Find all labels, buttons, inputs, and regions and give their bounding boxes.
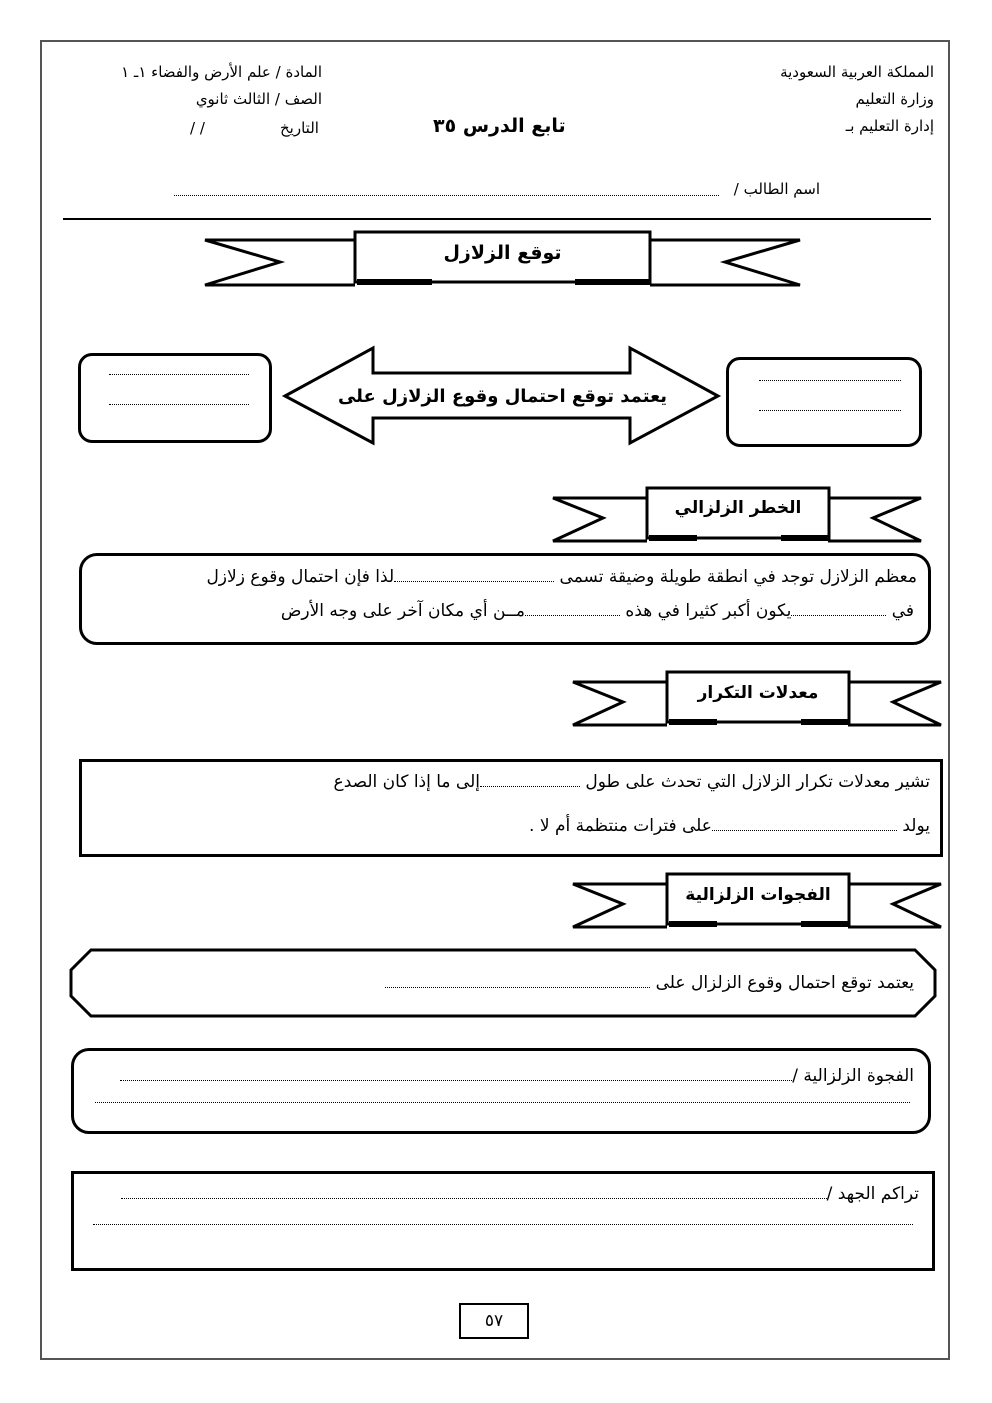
kingdom-text: المملكة العربية السعودية	[780, 63, 934, 81]
right-answer-box[interactable]	[726, 357, 922, 447]
recurrence-line-1	[334, 772, 930, 792]
arrow-text: يعتمد توقع احتمال وقوع الزلازل على	[337, 386, 668, 407]
recurrence-title: معدلات التكرار	[697, 683, 819, 703]
stress-blank[interactable]	[121, 1188, 827, 1199]
header-left	[121, 63, 322, 108]
hazard-blank[interactable]	[394, 571, 554, 582]
page-number: ٥٧	[459, 1303, 529, 1339]
recurrence-blank[interactable]	[712, 820, 897, 831]
hazard-line-2	[281, 601, 914, 621]
recurrence-line2b-text: على فترات منتظمة أم لا .	[529, 816, 712, 836]
stress-blank-line[interactable]	[93, 1224, 913, 1225]
student-name-field[interactable]	[174, 183, 719, 196]
left-answer-box[interactable]	[78, 353, 272, 443]
hazard-line2b-text: يكون أكبر كثيرا في هذه	[620, 601, 792, 621]
student-name-label: اسم الطالب /	[733, 180, 820, 198]
recurrence-line1b-text: إلى ما إذا كان الصدع	[333, 772, 481, 792]
hazard-blank[interactable]	[525, 605, 620, 616]
main-banner-title: توقع الزلازل	[443, 242, 562, 264]
answer-line[interactable]	[109, 404, 249, 405]
gap-label: الفجوة الزلزالية /	[792, 1066, 914, 1086]
hazard-line2c-text: مــن أي مكان آخر على وجه الأرض	[280, 601, 526, 621]
gap-definition-box	[71, 1048, 931, 1134]
header-right	[780, 63, 934, 135]
answer-line[interactable]	[759, 410, 901, 411]
gaps-blank[interactable]	[385, 977, 650, 988]
hazard-title: الخطر الزلزالي	[674, 498, 802, 518]
stress-line	[121, 1184, 919, 1204]
hazard-line1-text: معظم الزلازل توجد في انطقة طويلة وضيقة تسمى	[554, 567, 917, 587]
gaps-depends-line	[385, 973, 914, 993]
grade-text: الصف / الثالث ثانوي	[195, 90, 322, 108]
hazard-line1b-text: لذا فإن احتمال وقوع زلازل	[206, 567, 395, 587]
recurrence-line1a-text: تشير معدلات تكرار الزلازل التي تحدث على طول	[580, 772, 930, 792]
recurrence-line-2	[529, 816, 930, 836]
recurrence-line2a-text: يولد	[896, 816, 930, 836]
ministry-text: وزارة التعليم	[855, 90, 934, 108]
stress-label: تراكم الجهد /	[826, 1184, 919, 1204]
header-divider	[63, 218, 931, 220]
gap-definition-line	[120, 1066, 914, 1086]
date-field[interactable]: / /	[190, 119, 205, 137]
gaps-title: الفجوات الزلزالية	[685, 885, 831, 905]
date-label: التاريخ	[280, 119, 319, 137]
hazard-line-1	[206, 567, 917, 587]
recurrence-blank[interactable]	[480, 776, 580, 787]
department-text: إدارة التعليم بـ	[845, 117, 934, 135]
hazard-blank[interactable]	[791, 605, 886, 616]
lesson-title: تابع الدرس ٣٥	[433, 115, 566, 137]
gaps-depends-text: يعتمد توقع احتمال وقوع الزلزال على	[650, 973, 914, 993]
gap-blank[interactable]	[120, 1070, 792, 1081]
gap-blank-line[interactable]	[95, 1102, 910, 1103]
answer-line[interactable]	[759, 380, 901, 381]
subject-text: المادة / علم الأرض والفضاء ١ـ ١	[121, 63, 322, 81]
hazard-line2a-text: في	[886, 601, 914, 621]
answer-line[interactable]	[109, 374, 249, 375]
